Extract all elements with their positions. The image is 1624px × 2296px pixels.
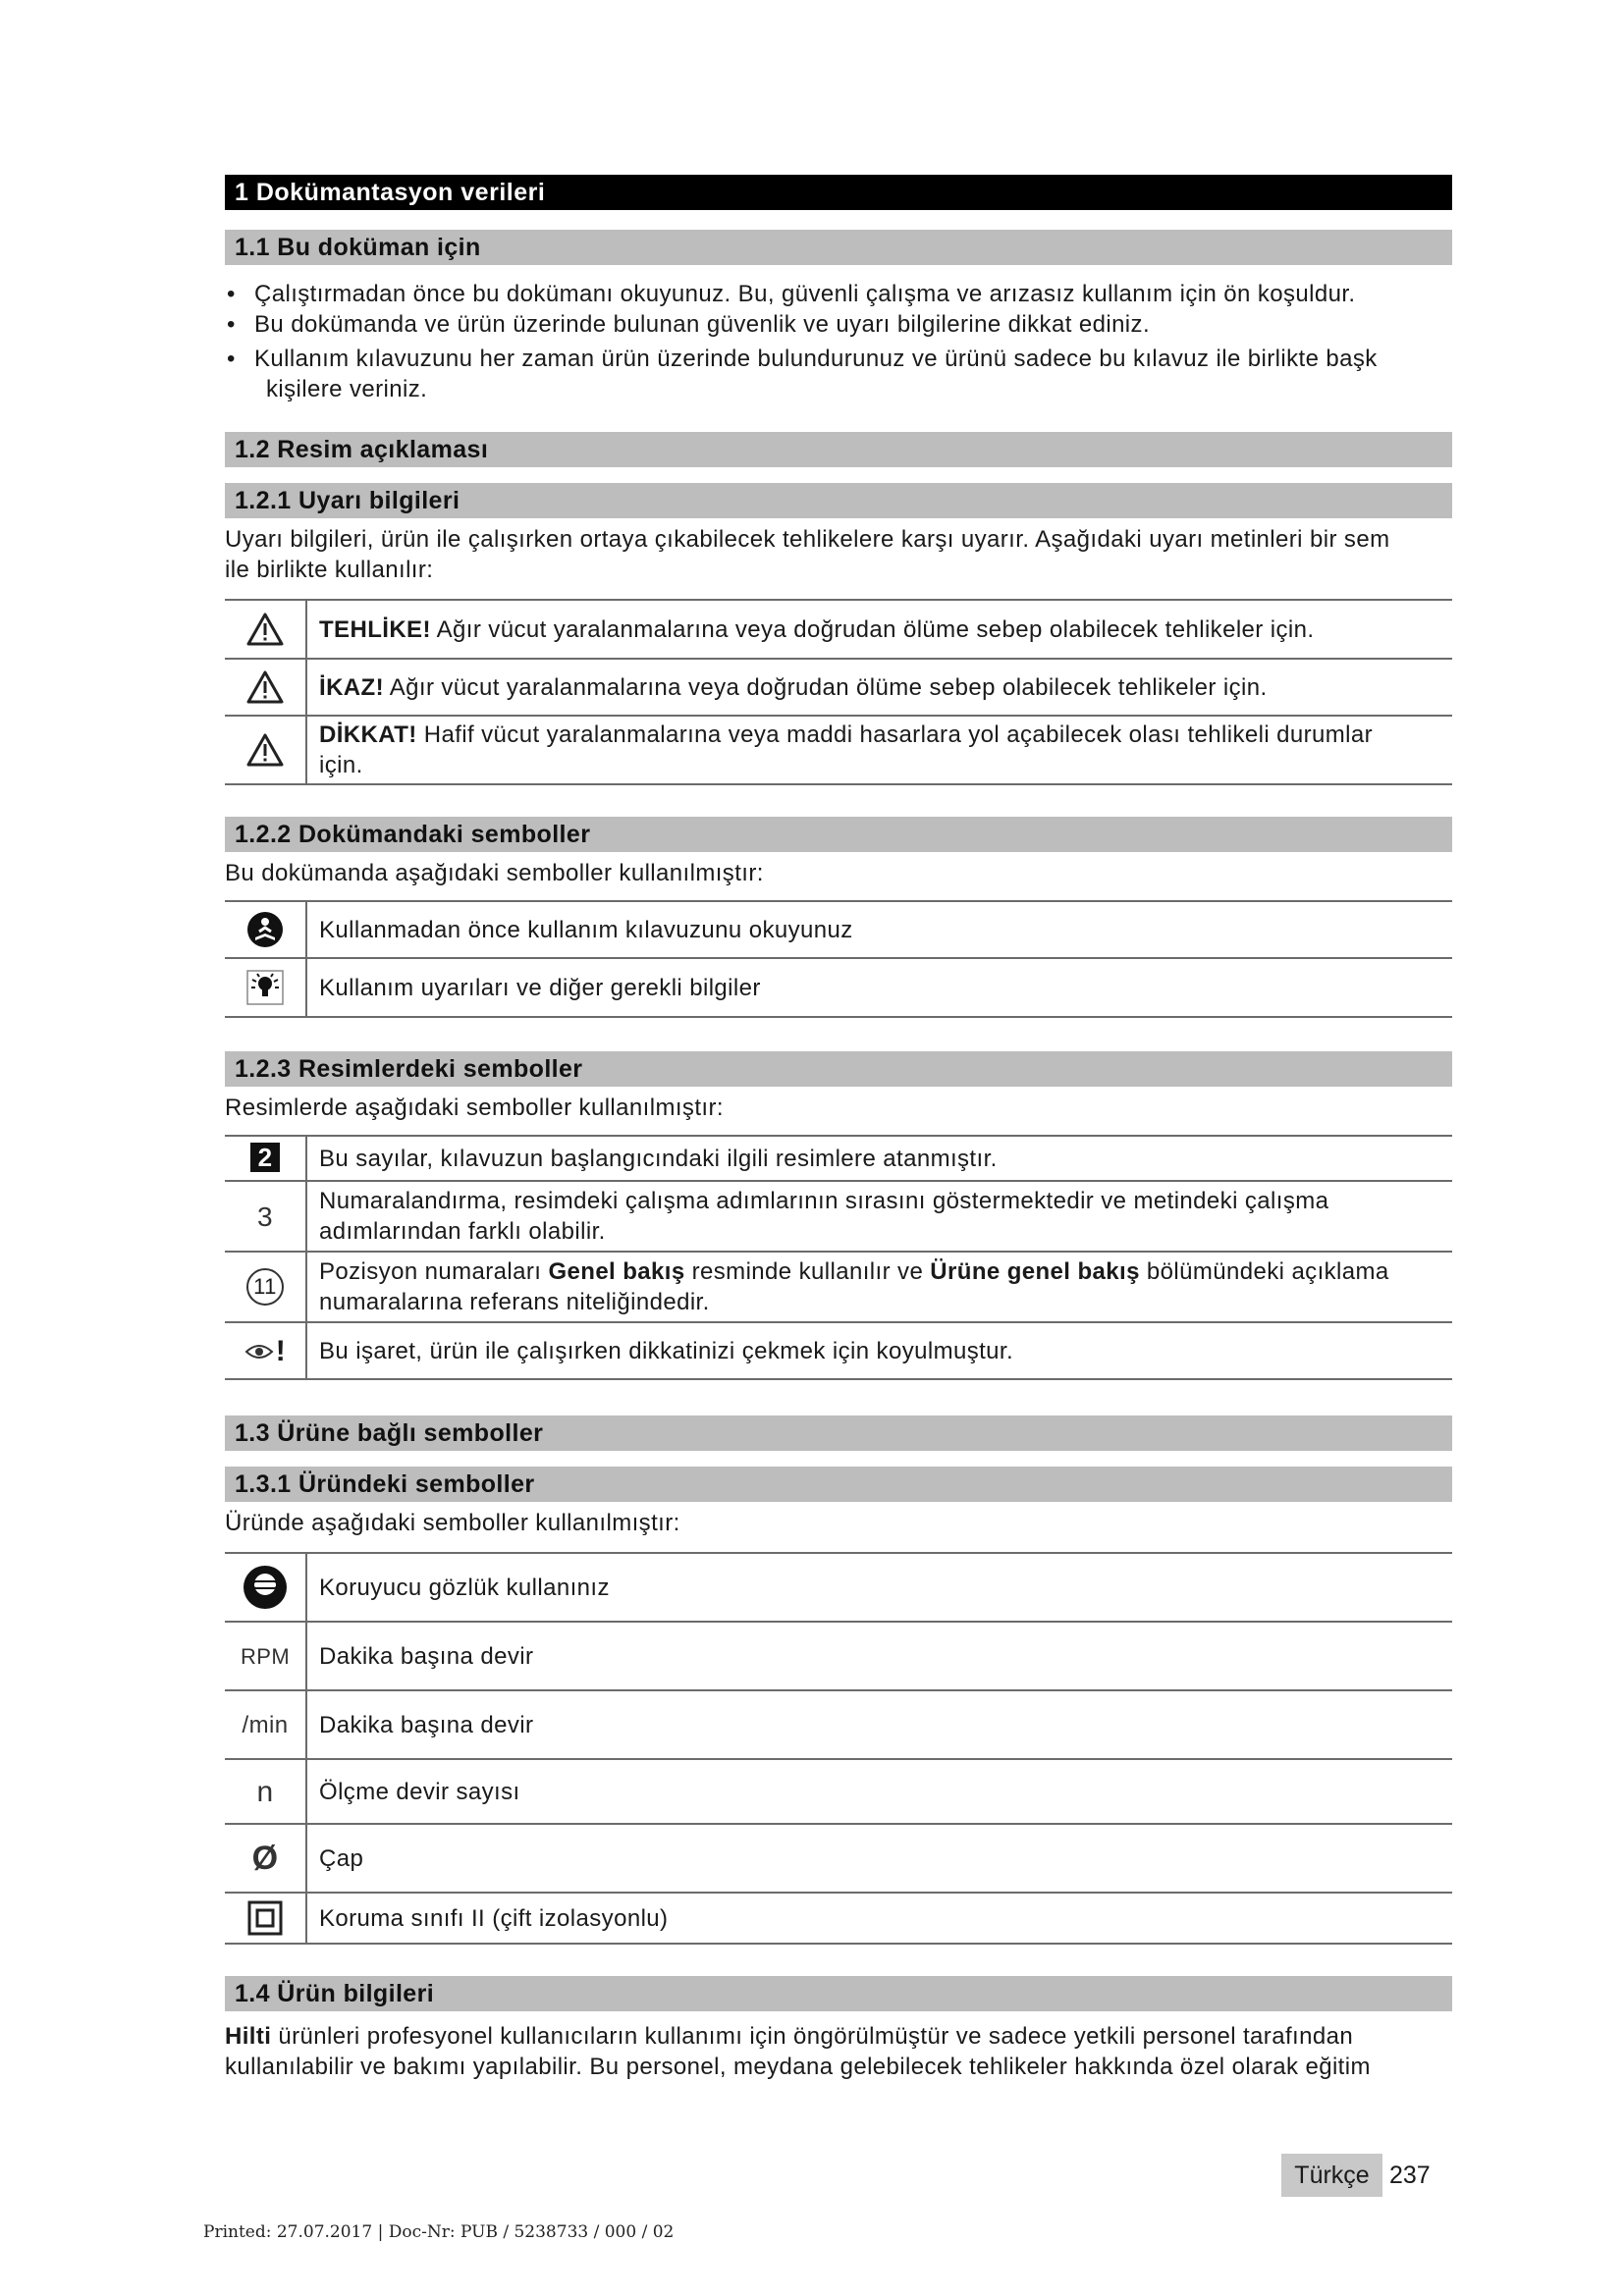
table-cell: Çap — [306, 1824, 1452, 1893]
signal-word: İKAZ! — [319, 673, 384, 701]
table-cell: Kullanmadan önce kullanım kılavuzunu okuyunuz — [306, 901, 1452, 958]
paragraph: ile birlikte kullanılır: — [225, 557, 434, 583]
table-cell: Ölçme devir sayısı — [306, 1759, 1452, 1824]
position-number-badge: 11 — [246, 1268, 284, 1306]
paragraph — [225, 2021, 1452, 2052]
page-number: 237 — [1389, 2162, 1431, 2189]
table-row — [225, 1622, 1452, 1690]
cell-text: resminde kullanılır ve — [684, 1258, 931, 1285]
section-heading-1-3: 1.3 Ürüne bağlı semboller — [225, 1415, 1452, 1451]
section-heading-1-2-3: 1.2.3 Resimlerdeki semboller — [225, 1051, 1452, 1087]
bullet-item: • Çalıştırmadan önce bu dokümanı okuyunuz. Bu, güvenli çalışma ve arızasız kullanım için ön koşuldur. — [225, 279, 1452, 309]
table-cell — [306, 1252, 1452, 1322]
per-minute-icon: /min — [225, 1690, 306, 1759]
paragraph: kullanılabilir ve bakımı yapılabilir. Bu personel, meydana gelebilecek tehlikeler hakkında özel olarak eğitim — [225, 2054, 1371, 2080]
paragraph: Üründe aşağıdaki semboller kullanılmıştır: — [225, 1510, 680, 1536]
product-symbols-table — [225, 1552, 1452, 1945]
warning-table — [225, 599, 1452, 785]
read-manual-icon — [225, 901, 306, 958]
cell-text: Hafif vücut yaralanmalarına veya maddi hasarlara yol açabilecek olası tehlikeli durumlar — [416, 721, 1374, 748]
attention-eye-icon — [225, 1322, 306, 1379]
table-cell — [306, 600, 1452, 659]
table-cell: Koruyucu gözlük kullanınız — [306, 1553, 1452, 1622]
brand-name: Hilti — [225, 2023, 272, 2050]
section-heading-1-3-1: 1.3.1 Üründeki semboller — [225, 1467, 1452, 1502]
figure-symbols-table — [225, 1135, 1452, 1380]
section-heading-1-4: 1.4 Ürün bilgileri — [225, 1976, 1452, 2011]
language-label: Türkçe — [1281, 2154, 1382, 2197]
document-symbols-table — [225, 900, 1452, 1018]
table-row — [225, 958, 1452, 1017]
speed-n-icon: n — [225, 1759, 306, 1824]
safety-goggles-icon — [225, 1553, 306, 1622]
table-row — [225, 1136, 1452, 1181]
table-cell: Koruma sınıfı II (çift izolasyonlu) — [306, 1893, 1452, 1944]
cell-text: bölümündeki açıklama — [1139, 1258, 1389, 1285]
bullet-text: Kullanım kılavuzunu her zaman ürün üzerinde bulundurunuz ve ürünü sadece bu kılavuz ile birlikte başk — [254, 346, 1378, 372]
double-insulation-icon — [225, 1893, 306, 1944]
section-heading-1-2-1: 1.2.1 Uyarı bilgileri — [225, 483, 1452, 518]
figure-number-badge: 2 — [250, 1143, 280, 1172]
print-info: Printed: 27.07.2017 | Doc-Nr: PUB / 5238733 / 000 / 02 — [203, 2222, 675, 2242]
chapter-heading: 1 Dokümantasyon verileri — [225, 175, 1452, 210]
section-heading-1-2: 1.2 Resim açıklaması — [225, 432, 1452, 467]
section-heading-1-2-2: 1.2.2 Dokümandaki semboller — [225, 817, 1452, 852]
cell-text-bold: Ürüne genel bakış — [930, 1258, 1140, 1285]
step-number-icon: 3 — [225, 1181, 306, 1252]
paragraph: Bu dokümanda aşağıdaki semboller kullanılmıştır: — [225, 860, 764, 886]
cell-text-continued: adımlarından farklı olabilir. — [319, 1218, 606, 1245]
bullet-item: • Bu dokümanda ve ürün üzerinde bulunan güvenlik ve uyarı bilgilerine dikkat ediniz. — [225, 309, 1452, 340]
warning-triangle-icon — [225, 716, 306, 784]
table-cell: Dakika başına devir — [306, 1690, 1452, 1759]
signal-word: TEHLİKE! — [319, 615, 431, 643]
table-cell: Bu sayılar, kılavuzun başlangıcındaki ilgili resimlere atanmıştır. — [306, 1136, 1452, 1181]
table-row — [225, 1252, 1452, 1322]
table-row — [225, 600, 1452, 659]
table-row — [225, 1553, 1452, 1622]
table-row — [225, 1690, 1452, 1759]
figure-number-icon — [225, 1136, 306, 1181]
table-row — [225, 1893, 1452, 1944]
table-row — [225, 659, 1452, 716]
section-heading-1-1: 1.1 Bu doküman için — [225, 230, 1452, 265]
signal-word: DİKKAT! — [319, 721, 417, 748]
document-body — [225, 175, 1452, 2082]
bullet-list — [225, 279, 1452, 404]
cell-text-bold: Genel bakış — [548, 1258, 685, 1285]
table-row — [225, 1759, 1452, 1824]
information-bulb-icon — [225, 958, 306, 1017]
warning-triangle-icon — [225, 659, 306, 716]
paragraph: Uyarı bilgileri, ürün ile çalışırken ortaya çıkabilecek tehlikelere karşı uyarır. Aşağıdaki uyarı metinleri bir sem — [225, 526, 1390, 553]
warning-triangle-icon — [225, 600, 306, 659]
table-cell: Dakika başına devir — [306, 1622, 1452, 1690]
table-row — [225, 1824, 1452, 1893]
bullet-item — [225, 344, 1452, 404]
table-cell — [306, 716, 1452, 784]
cell-text-continued: numaralarına referans niteliğindedir. — [319, 1289, 710, 1315]
diameter-icon: Ø — [225, 1824, 306, 1893]
cell-text: Ağır vücut yaralanmalarına veya doğrudan ölüme sebep olabilecek tehlikeler için. — [430, 615, 1315, 643]
table-cell — [306, 1181, 1452, 1252]
table-row — [225, 901, 1452, 958]
cell-text-continued: için. — [319, 752, 363, 778]
table-cell — [306, 659, 1452, 716]
table-cell: Bu işaret, ürün ile çalışırken dikkatinizi çekmek için koyulmuştur. — [306, 1322, 1452, 1379]
cell-text: Numaralandırma, resimdeki çalışma adımlarının sırasını göstermektedir ve metindeki çalışma — [319, 1188, 1329, 1214]
cell-text: Pozisyon numaraları — [319, 1258, 549, 1285]
paragraph: Resimlerde aşağıdaki semboller kullanılmıştır: — [225, 1095, 724, 1121]
table-row — [225, 716, 1452, 784]
table-row — [225, 1322, 1452, 1379]
paragraph-text: ürünleri profesyonel kullanıcıların kullanımı için öngörülmüştür ve sadece yetkili personel tarafından — [271, 2023, 1354, 2050]
table-cell: Kullanım uyarıları ve diğer gerekli bilgiler — [306, 958, 1452, 1017]
exclamation-mark: ! — [275, 1335, 287, 1368]
table-row — [225, 1181, 1452, 1252]
position-number-icon — [225, 1252, 306, 1322]
bullet-text-continued: kişilere veriniz. — [266, 376, 428, 402]
cell-text: Ağır vücut yaralanmalarına veya doğrudan ölüme sebep olabilecek tehlikeler için. — [383, 673, 1268, 701]
rpm-icon: RPM — [225, 1622, 306, 1690]
